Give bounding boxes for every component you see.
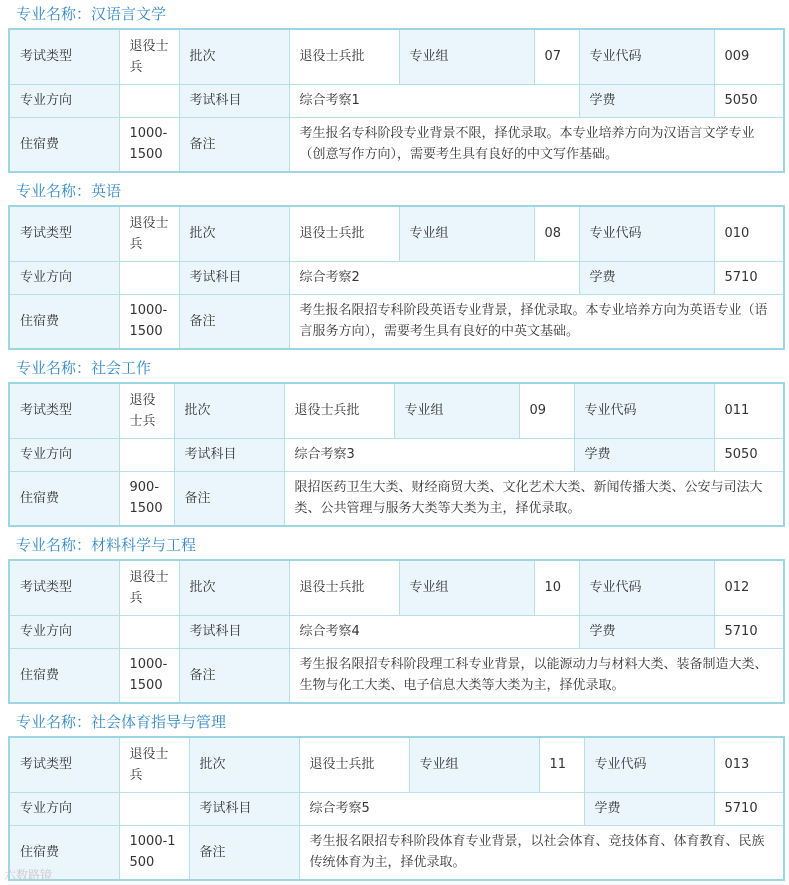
- exam-subject-label: 考试科目: [174, 438, 284, 471]
- accommodation-value: 1000-1500: [119, 117, 179, 172]
- major-info-table: [8, 28, 785, 173]
- tuition-label: 学费: [574, 438, 714, 471]
- major-group-value: 11: [539, 737, 584, 792]
- exam-subject-value: 综合考察3: [284, 438, 574, 471]
- accommodation-label: 住宿费: [9, 294, 119, 349]
- accommodation-value: 900-1500: [119, 471, 174, 526]
- major-group-value: 09: [519, 383, 574, 438]
- direction-value: [119, 84, 179, 117]
- remarks-label: 备注: [179, 117, 289, 172]
- exam-type-label: 考试类型: [9, 206, 119, 261]
- direction-label: 专业方向: [9, 615, 119, 648]
- exam-subject-value: 综合考察1: [289, 84, 579, 117]
- batch-value: 退役士兵批: [289, 29, 399, 84]
- major-code-value: 009: [714, 29, 784, 84]
- major-group-label: 专业组: [394, 383, 519, 438]
- exam-subject-label: 考试科目: [189, 792, 299, 825]
- exam-type-label: 考试类型: [9, 737, 119, 792]
- remarks-value: 考生报名限招专科阶段英语专业背景，择优录取。本专业培养方向为英语专业（语言服务方向），需要考生具有良好的中英文基础。: [289, 294, 784, 349]
- batch-label: 批次: [179, 560, 289, 615]
- batch-value: 退役士兵批: [289, 560, 399, 615]
- batch-label: 批次: [189, 737, 299, 792]
- remarks-label: 备注: [179, 648, 289, 703]
- exam-subject-label: 考试科目: [179, 261, 289, 294]
- direction-value: [119, 438, 174, 471]
- major-info-table: [8, 382, 785, 527]
- tuition-label: 学费: [579, 615, 714, 648]
- major-group-label: 专业组: [399, 206, 534, 261]
- accommodation-label: 住宿费: [9, 117, 119, 172]
- major-code-label: 专业代码: [584, 737, 714, 792]
- major-code-label: 专业代码: [579, 29, 714, 84]
- major-code-label: 专业代码: [579, 560, 714, 615]
- direction-label: 专业方向: [9, 84, 119, 117]
- tuition-label: 学费: [584, 792, 714, 825]
- exam-type-label: 考试类型: [9, 29, 119, 84]
- batch-label: 批次: [179, 206, 289, 261]
- direction-value: [119, 261, 179, 294]
- major-code-value: 013: [714, 737, 784, 792]
- tuition-value: 5710: [714, 615, 784, 648]
- major-group-value: 08: [534, 206, 579, 261]
- major-group-label: 专业组: [409, 737, 539, 792]
- exam-type-value: 退役士兵: [119, 206, 179, 261]
- batch-label: 批次: [174, 383, 284, 438]
- remarks-value: 考生报名限招专科阶段体育专业背景，以社会体育、竞技体育、体育教育、民族传统体育为主，择优录取。: [299, 825, 784, 880]
- major-code-value: 012: [714, 560, 784, 615]
- accommodation-label: 住宿费: [9, 471, 119, 526]
- accommodation-label: 住宿费: [9, 648, 119, 703]
- remarks-value: 考生报名限招专科阶段理工科专业背景，以能源动力与材料大类、装备制造大类、生物与化工大类、电子信息大类等大类为主，择优录取。: [289, 648, 784, 703]
- remarks-value: 限招医药卫生大类、财经商贸大类、文化艺术大类、新闻传播大类、公安与司法大类、公共管理与服务大类等大类为主，择优录取。: [284, 471, 784, 526]
- major-group-value: 10: [534, 560, 579, 615]
- exam-subject-value: 综合考察4: [289, 615, 579, 648]
- major-title: 专业名称：材料科学与工程: [16, 536, 197, 554]
- direction-value: [119, 615, 179, 648]
- remarks-label: 备注: [174, 471, 284, 526]
- tuition-label: 学费: [579, 261, 714, 294]
- direction-label: 专业方向: [9, 438, 119, 471]
- major-code-value: 011: [714, 383, 784, 438]
- major-title: 专业名称：英语: [16, 182, 122, 200]
- remarks-label: 备注: [189, 825, 299, 880]
- major-code-label: 专业代码: [574, 383, 714, 438]
- exam-type-value: 退役士兵: [119, 383, 174, 438]
- major-title: 专业名称：社会工作: [16, 359, 152, 377]
- major-code-label: 专业代码: [579, 206, 714, 261]
- accommodation-value: 1000-1500: [119, 294, 179, 349]
- exam-subject-value: 综合考察2: [289, 261, 579, 294]
- major-code-value: 010: [714, 206, 784, 261]
- major-info-table: [8, 205, 785, 350]
- tuition-value: 5710: [714, 792, 784, 825]
- direction-label: 专业方向: [9, 261, 119, 294]
- accommodation-value: 1000-1500: [119, 825, 189, 880]
- exam-type-label: 考试类型: [9, 383, 119, 438]
- tuition-label: 学费: [579, 84, 714, 117]
- tuition-value: 5050: [714, 84, 784, 117]
- batch-value: 退役士兵批: [299, 737, 409, 792]
- exam-subject-label: 考试科目: [179, 84, 289, 117]
- batch-label: 批次: [179, 29, 289, 84]
- direction-value: [119, 792, 189, 825]
- tuition-value: 5710: [714, 261, 784, 294]
- exam-type-label: 考试类型: [9, 560, 119, 615]
- exam-type-value: 退役士兵: [119, 737, 189, 792]
- watermark: 六数路镜: [4, 868, 53, 882]
- major-info-table: [8, 736, 785, 881]
- batch-value: 退役士兵批: [284, 383, 394, 438]
- major-group-value: 07: [534, 29, 579, 84]
- exam-type-value: 退役士兵: [119, 29, 179, 84]
- exam-type-value: 退役士兵: [119, 560, 179, 615]
- major-title: 专业名称：汉语言文学: [16, 5, 167, 23]
- accommodation-label: 住宿费: [9, 825, 119, 880]
- exam-subject-value: 综合考察5: [299, 792, 584, 825]
- tuition-value: 5050: [714, 438, 784, 471]
- remarks-value: 考生报名专科阶段专业背景不限，择优录取。本专业培养方向为汉语言文学专业（创意写作方向），需要考生具有良好的中文写作基础。: [289, 117, 784, 172]
- exam-subject-label: 考试科目: [179, 615, 289, 648]
- accommodation-value: 1000-1500: [119, 648, 179, 703]
- batch-value: 退役士兵批: [289, 206, 399, 261]
- major-group-label: 专业组: [399, 29, 534, 84]
- direction-label: 专业方向: [9, 792, 119, 825]
- major-group-label: 专业组: [399, 560, 534, 615]
- remarks-label: 备注: [179, 294, 289, 349]
- major-title: 专业名称：社会体育指导与管理: [16, 713, 227, 731]
- major-info-table: [8, 559, 785, 704]
